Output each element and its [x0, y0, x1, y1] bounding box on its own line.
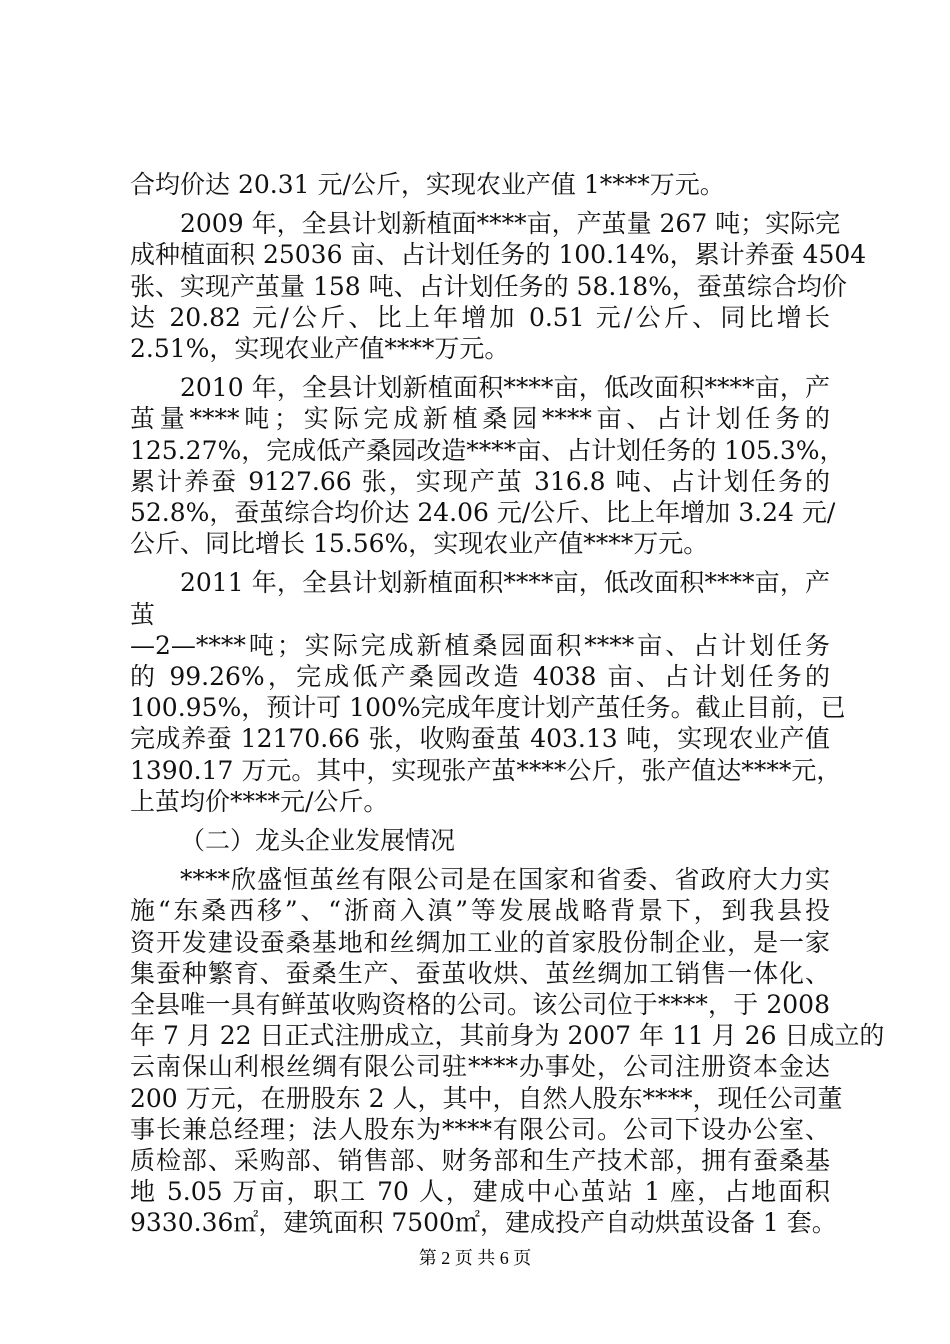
text-line: 合均价达 20.31 元/公斤，实现农业产值 1****万元。: [130, 170, 725, 199]
text-line: 集蚕种繁育、蚕桑生产、蚕茧收烘、茧丝绸加工销售一体化、: [130, 959, 830, 988]
text-line: 上茧均价****元/公斤。: [130, 787, 389, 816]
text-line: 52.8%，蚕茧综合均价达 24.06 元/公斤、比上年增加 3.24 元/: [130, 498, 836, 527]
text-line: 公斤、同比增长 15.56%，实现农业产值****万元。: [130, 529, 709, 558]
text-line: 达 20.82 元/公斤、比上年增加 0.51 元/公斤、同比增长: [130, 303, 830, 332]
text-line: 茧: [130, 600, 156, 629]
text-line: 质检部、采购部、销售部、财务部和生产技术部，拥有蚕桑基: [130, 1146, 830, 1175]
text-line: 成种植面积 25036 亩、占计划任务的 100.14%，累计养蚕 4504: [130, 240, 867, 269]
paragraph-start-line: 2011 年，全县计划新植面积****亩，低改面积****亩，产: [180, 568, 830, 597]
paragraph-start-line: 2010 年，全县计划新植面积****亩，低改面积****亩，产: [180, 373, 830, 402]
text-line: 2.51%，实现农业产值****万元。: [130, 334, 510, 363]
text-line: 的 99.26%，完成低产桑园改造 4038 亩、占计划任务的: [130, 662, 830, 691]
text-line: —2—****吨；实际完成新植桑园面积****亩、占计划任务: [130, 631, 830, 660]
paragraph-start-line: ****欣盛恒茧丝有限公司是在国家和省委、省政府大力实: [180, 865, 830, 894]
text-line: 100.95%，预计可 100%完成年度计划产茧任务。截止目前，已: [130, 693, 846, 722]
paragraph-start-line: 2009 年，全县计划新植面****亩，产茧量 267 吨；实际完: [180, 209, 841, 238]
text-line: 地 5.05 万亩，职工 70 人，建成中心茧站 1 座，占地面积: [130, 1177, 830, 1206]
text-line: 张、实现产茧量 158 吨、占计划任务的 58.18%，蚕茧综合均价: [130, 272, 847, 301]
section-heading: （二）龙头企业发展情况: [180, 826, 456, 855]
text-line: 9330.36㎡，建筑面积 7500㎡，建成投产自动烘茧设备 1 套。: [130, 1208, 837, 1237]
text-line: 事长兼总经理；法人股东为****有限公司。公司下设办公室、: [130, 1115, 830, 1144]
text-line: 完成养蚕 12170.66 张，收购蚕茧 403.13 吨，实现农业产值: [130, 724, 830, 753]
text-line: 年 7 月 22 日正式注册成立，其前身为 2007 年 11 月 26 日成立的: [130, 1021, 885, 1050]
text-line: 累计养蚕 9127.66 张，实现产茧 316.8 吨、占计划任务的: [130, 467, 830, 496]
text-line: 施“东桑西移”、“浙商入滇”等发展战略背景下，到我县投: [130, 896, 830, 925]
text-line: 125.27%，完成低产桑园改造****亩、占计划任务的 105.3%，: [130, 436, 845, 465]
text-line: 全县唯一具有鲜茧收购资格的公司。该公司位于****，于 2008: [130, 990, 830, 1019]
page-number-footer: 第 2 页 共 6 页: [418, 1248, 532, 1268]
text-line: 1390.17 万元。其中，实现张产茧****公斤，张产值达****元，: [130, 756, 842, 785]
text-line: 云南保山利根丝绸有限公司驻****办事处，公司注册资本金达: [130, 1052, 830, 1081]
text-line: 茧量****吨；实际完成新植桑园****亩、占计划任务的: [130, 404, 830, 433]
text-line: 200 万元，在册股东 2 人，其中，自然人股东****，现任公司董: [130, 1084, 843, 1113]
text-line: 资开发建设蚕桑基地和丝绸加工业的首家股份制企业，是一家: [130, 928, 830, 957]
